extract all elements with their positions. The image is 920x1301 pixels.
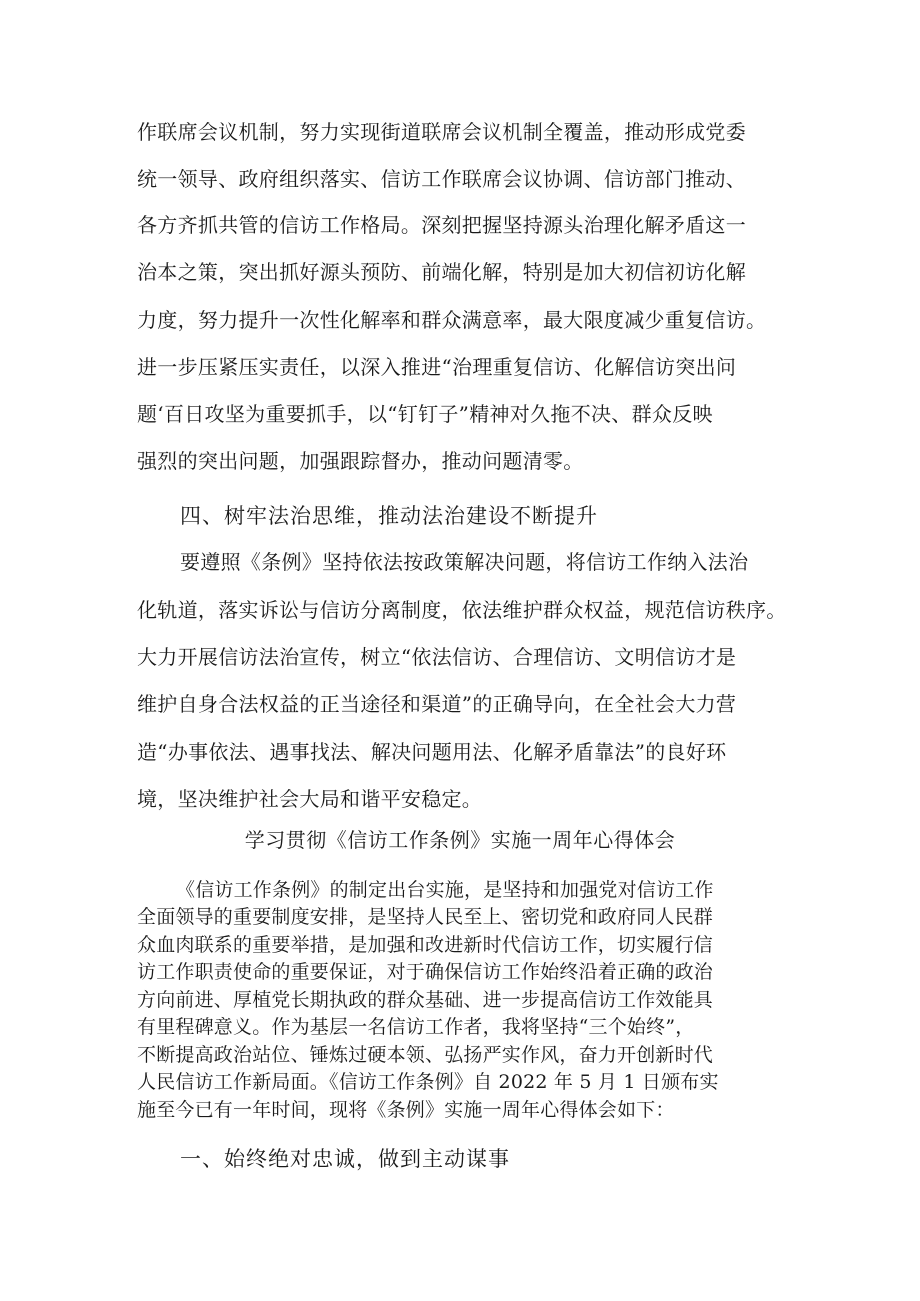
intro-line: 方向前进、厚植党长期执政的群众基础、进一步提高信访工作效能具 [137,989,714,1011]
intro-line: 《信访工作条例》的制定出台实施，是坚持和加强党对信访工作 [176,879,714,901]
intro-line: 施至今已有一年时间，现将《条例》实施一周年心得体会如下： [137,1099,675,1121]
section-heading-four: 四、树牢法治思维，推动法治建设不断提升 [180,504,598,528]
paragraph-line: 力度，努力提升一次性化解率和群众满意率，最大限度减少重复信访。 [137,308,767,332]
paragraph-line: 统一领导、政府组织落实、信访工作联席会议协调、信访部门推动、 [137,167,746,191]
paragraph-line: 维护自身合法权益的正当途径和渠道”的正确导向，在全社会大力营 [137,692,737,716]
paragraph-line: 作联席会议机制，努力实现街道联席会议机制全覆盖，推动形成党委 [137,120,746,144]
intro-line: 有里程碑意义。作为基层一名信访工作者，我将坚持“三个始终”， [137,1016,695,1038]
section-heading-one: 一、始终绝对忠诚，做到主动谋事 [180,1147,510,1171]
paragraph-line: 各方齐抓共管的信访工作格局。深刻把握坚持源头治理化解矛盾这一 [137,213,746,237]
paragraph-line: 治本之策，突出抓好源头预防、前端化解，特别是加大初信初访化解 [137,260,746,284]
paragraph-line: 题‘百日攻坚为重要抓手，以“钉钉子”精神对久拖不决、群众反映 [137,402,713,426]
intro-line: 人民信访工作新局面。《信访工作条例》自 2022 年 5 月 1 日颁布实 [137,1071,719,1093]
paragraph-line: 境，坚决维护社会大局和谐平安稳定。 [137,787,483,811]
paragraph-line: 进一步压紧压实责任，以深入推进“治理重复信访、化解信访突出问 [137,355,737,379]
intro-line: 全面领导的重要制度安排，是坚持人民至上、密切党和政府同人民群 [137,906,714,928]
paragraph-line: 要遵照《条例》坚持依法按政策解决问题，将信访工作纳入法治 [180,550,749,574]
paragraph-line: 化轨道，落实诉讼与信访分离制度，依法维护群众权益，规范信访秩序。 [137,598,787,622]
intro-line: 访工作职责使命的重要保证，对于确保信访工作始终沿着正确的政治 [137,961,714,983]
article-title: 学习贯彻《信访工作条例》实施一周年心得体会 [244,828,676,852]
intro-line: 众血肉联系的重要举措，是加强和改进新时代信访工作，切实履行信 [137,934,714,956]
paragraph-line: 强烈的突出问题，加强跟踪督办，推动问题清零。 [137,449,584,473]
intro-line: 不断提高政治站位、锤炼过硬本领、弘扬严实作风，奋力开创新时代 [137,1044,714,1066]
paragraph-line: 造“办事依法、遇事找法、解决问题用法、化解矛盾靠法”的良好环 [137,740,727,764]
paragraph-line: 大力开展信访法治宣传，树立“依法信访、合理信访、文明信访才是 [137,645,737,669]
